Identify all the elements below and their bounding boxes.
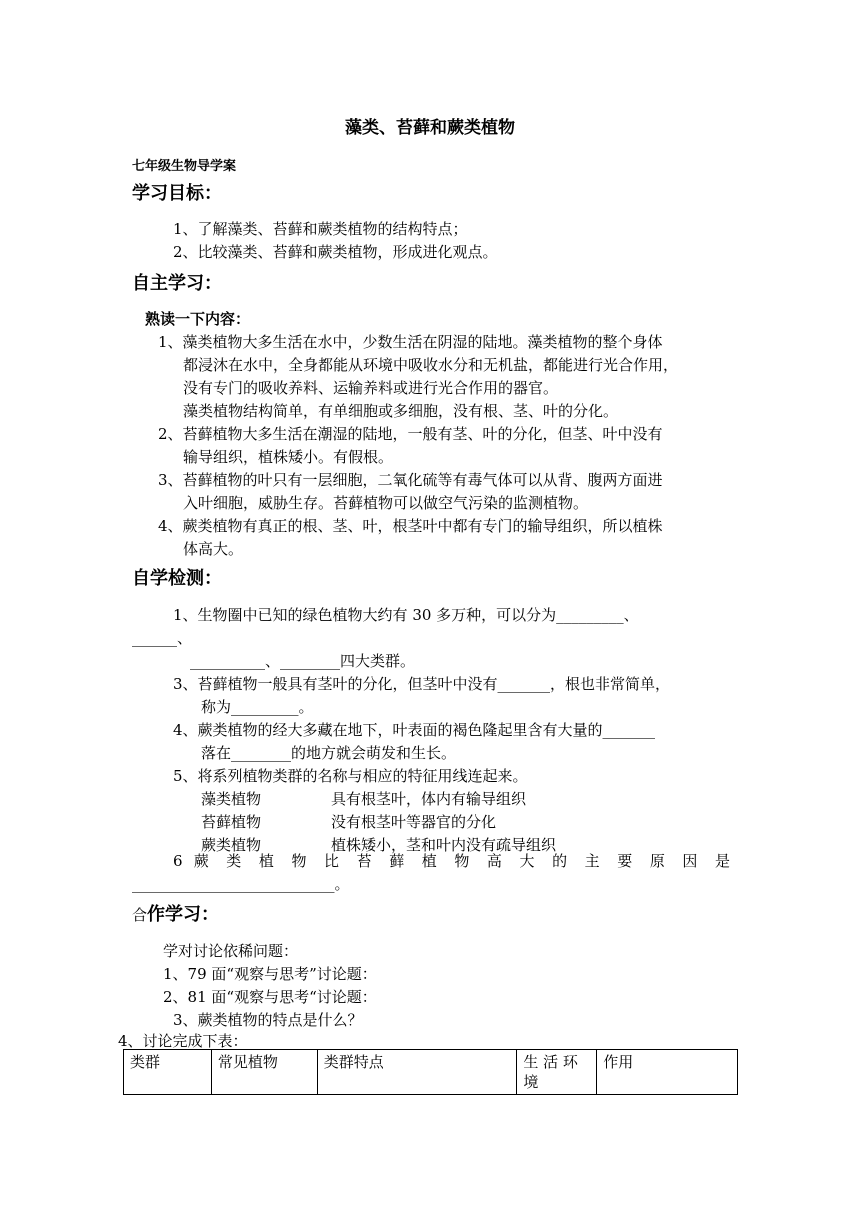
self-study-line: 入叶细胞，威胁生存。苔藓植物可以做空气污染的监测植物。 (183, 494, 589, 512)
self-study-line: 藻类植物结构简单，有单细胞或多细胞，没有根、茎、叶的分化。 (183, 402, 619, 420)
question-6-line-2: ___________________________。 (132, 875, 350, 893)
question-3-line-1: 3、苔藓植物一般具有茎叶的分化，但茎叶中没有_______，根也非常简单， (173, 675, 671, 693)
question-1-line-3: __________、________四大类群。 (190, 652, 416, 670)
table-header-cell: 生 活 环 境 (517, 1050, 597, 1095)
coop-item-1: 1、79 面“观察与思考”讨论题： (163, 965, 377, 983)
self-study-line: 输导组织，植株矮小。有假根。 (183, 448, 394, 466)
subtitle: 七年级生物导学案 (132, 159, 237, 174)
table-header-cell: 类群 (124, 1050, 212, 1095)
coop-heading-main: 作学习： (147, 904, 220, 925)
goals-heading: 学习目标： (132, 183, 222, 204)
summary-table (123, 1049, 738, 1095)
coop-item-4: 4、讨论完成下表： (118, 1032, 248, 1050)
self-study-line: 没有专门的吸收养料、运输养料或进行光合作用的器官。 (183, 379, 559, 397)
self-check-heading: 自学检测： (132, 568, 222, 589)
table-header-cell: 常见植物 (211, 1050, 317, 1095)
question-5: 5、将系列植物类群的名称与相应的特征用线连起来。 (173, 767, 528, 785)
table-header-cell: 类群特点 (317, 1050, 517, 1095)
match-right-2: 没有根茎叶等器官的分化 (331, 813, 497, 831)
self-study-line: 3、苔藓植物的叶只有一层细胞，二氧化硫等有毒气体可以从背、腹两方面进 (158, 471, 663, 489)
self-study-line: 2、苔藓植物大多生活在潮湿的陆地，一般有茎、叶的分化，但茎、叶中没有 (158, 425, 663, 443)
table-header-row (124, 1050, 738, 1095)
question-6-line-1: 6 蕨 类 植 物 比 苔 藓 植 物 高 大 的 主 要 原 因 是 (173, 852, 730, 870)
question-4-line-2: 落在________的地方就会萌发和生长。 (201, 744, 457, 762)
question-1-line-1: 1、生物圈中已知的绿色植物大约有 30 多万种，可以分为_________、 (173, 606, 639, 624)
match-left-fern: 蕨类植物 (201, 836, 262, 854)
coop-heading (132, 905, 219, 925)
coop-item-3: 3、蕨类植物的特点是什么？ (173, 1011, 363, 1029)
question-1-line-2: ______、 (132, 629, 193, 647)
self-study-heading: 自主学习： (132, 273, 222, 294)
coop-heading-prefix: 合 (132, 906, 148, 924)
coop-intro: 学对讨论依稀问题： (163, 942, 299, 960)
goal-item-1: 1、了解藻类、苔藓和蕨类植物的结构特点； (173, 220, 468, 238)
question-3-line-2: 称为_________。 (201, 698, 314, 716)
goal-item-2: 2、比较藻类、苔藓和蕨类植物，形成进化观点。 (173, 243, 498, 261)
match-left-algae: 藻类植物 (201, 790, 262, 808)
coop-item-2: 2、81 面“观察与思考“讨论题： (163, 988, 377, 1006)
self-study-intro: 熟读一下内容： (145, 310, 251, 328)
match-right-3: 植株矮小，茎和叶内没有疏导组织 (331, 836, 557, 854)
match-right-1: 具有根茎叶，体内有输导组织 (331, 790, 527, 808)
self-study-line: 1、藻类植物大多生活在水中，少数生活在阴湿的陆地。藻类植物的整个身体 (158, 333, 663, 351)
self-study-line: 都浸沐在水中，全身都能从环境中吸收水分和无机盐，都能进行光合作用， (183, 356, 679, 374)
table-header-cell: 作用 (597, 1050, 738, 1095)
self-study-line: 体高大。 (183, 540, 244, 558)
self-study-line: 4、蕨类植物有真正的根、茎、叶，根茎叶中都有专门的输导组织，所以植株 (158, 517, 663, 535)
page-title: 藻类、苔藓和蕨类植物 (345, 118, 515, 138)
match-left-moss: 苔藓植物 (201, 813, 262, 831)
question-4-line-1: 4、蕨类植物的经大多藏在地下，叶表面的褐色隆起里含有大量的_______ (173, 721, 656, 739)
